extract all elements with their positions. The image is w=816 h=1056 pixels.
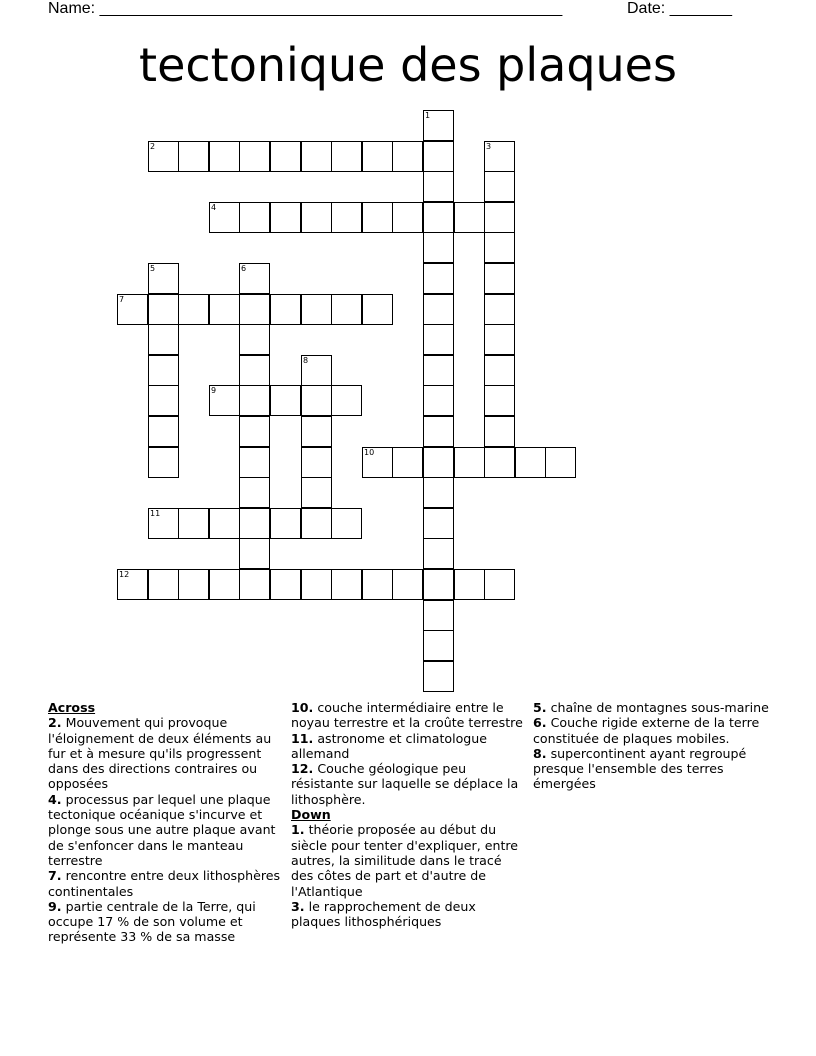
grid-cell[interactable]	[148, 508, 179, 539]
grid-cell[interactable]	[239, 416, 270, 447]
clue-down-5: 5. chaîne de montagnes sous-marine	[533, 700, 769, 715]
grid-cell[interactable]	[423, 110, 454, 141]
grid-cell[interactable]	[331, 141, 362, 172]
page-title: tectonique des plaques	[139, 38, 677, 92]
grid-cell[interactable]	[423, 508, 454, 539]
grid-cell[interactable]	[239, 538, 270, 569]
grid-cell[interactable]	[454, 447, 485, 478]
grid-cell[interactable]	[392, 141, 423, 172]
clue-down-1: 1. théorie proposée au début du siècle pour tenter d'expliquer, entre autres, la similitude dans le tracé des côtes de part et d'autre de l'Atlantique	[291, 822, 519, 899]
grid-cell[interactable]	[148, 416, 179, 447]
grid-cell[interactable]	[423, 202, 454, 233]
grid-cell[interactable]	[331, 508, 362, 539]
grid-cell[interactable]	[423, 569, 454, 600]
grid-cell[interactable]	[178, 141, 209, 172]
grid-cell[interactable]	[423, 263, 454, 294]
grid-cell[interactable]	[331, 294, 362, 325]
grid-cell[interactable]	[239, 324, 270, 355]
grid-cell[interactable]	[484, 324, 515, 355]
grid-cell[interactable]	[239, 385, 270, 416]
grid-cell[interactable]	[239, 355, 270, 386]
grid-cell[interactable]	[301, 202, 332, 233]
clue-number: 9	[211, 386, 217, 395]
grid-cell[interactable]	[423, 538, 454, 569]
across-heading: Across	[48, 700, 96, 715]
grid-cell[interactable]	[209, 141, 240, 172]
grid-cell[interactable]	[239, 569, 270, 600]
grid-cell[interactable]	[484, 263, 515, 294]
clue-number: 2	[150, 142, 156, 151]
grid-cell[interactable]	[301, 569, 332, 600]
grid-cell[interactable]	[423, 661, 454, 692]
grid-cell[interactable]	[148, 569, 179, 600]
grid-cell[interactable]	[178, 508, 209, 539]
grid-cell[interactable]	[270, 294, 301, 325]
grid-cell[interactable]	[209, 385, 240, 416]
grid-cell[interactable]	[454, 202, 485, 233]
grid-cell[interactable]	[423, 232, 454, 263]
clue-down-8: 8. supercontinent ayant regroupé presque l'ensemble des terres émergées	[533, 745, 747, 792]
grid-cell[interactable]	[270, 202, 301, 233]
grid-cell[interactable]	[484, 447, 515, 478]
clue-number: 3	[486, 142, 492, 151]
grid-cell[interactable]	[362, 447, 393, 478]
grid-cell[interactable]	[362, 141, 393, 172]
grid-cell[interactable]	[423, 294, 454, 325]
clue-number: 1	[425, 111, 431, 120]
grid-cell[interactable]	[362, 294, 393, 325]
grid-cell[interactable]	[423, 324, 454, 355]
grid-cell[interactable]	[423, 416, 454, 447]
grid-cell[interactable]	[484, 141, 515, 172]
clue-across-11: 11. astronome et climatologue allemand	[291, 730, 488, 761]
grid-cell[interactable]	[148, 385, 179, 416]
clue-number: 8	[303, 356, 309, 365]
grid-cell[interactable]	[117, 569, 148, 600]
grid-cell[interactable]	[331, 385, 362, 416]
grid-cell[interactable]	[362, 202, 393, 233]
grid-cell[interactable]	[239, 508, 270, 539]
grid-cell[interactable]	[270, 141, 301, 172]
grid-cell[interactable]	[484, 569, 515, 600]
clues-column-1	[48, 700, 284, 945]
grid-cell[interactable]	[148, 447, 179, 478]
grid-cell[interactable]	[239, 447, 270, 478]
grid-cell[interactable]	[423, 600, 454, 631]
grid-cell[interactable]	[117, 294, 148, 325]
grid-cell[interactable]	[423, 477, 454, 508]
down-heading: Down	[291, 807, 331, 823]
clue-across-2: 2. Mouvement qui provoque l'éloignement de deux éléments au fur et à mesure qu'ils progressent dans des directions contraires ou opposées	[48, 715, 272, 792]
clues-column-3	[533, 700, 769, 792]
grid-cell[interactable]	[148, 355, 179, 386]
grid-cell[interactable]	[484, 232, 515, 263]
grid-cell[interactable]	[484, 416, 515, 447]
clue-number: 12	[119, 570, 130, 579]
grid-cell[interactable]	[423, 141, 454, 172]
clue-number: 10	[364, 448, 375, 457]
clues-column-2	[291, 700, 527, 929]
grid-cell[interactable]	[301, 416, 332, 447]
grid-cell[interactable]	[148, 263, 179, 294]
date-field[interactable]: Date: _______	[627, 0, 732, 17]
grid-cell[interactable]	[545, 447, 576, 478]
grid-cell[interactable]	[515, 447, 546, 478]
grid-cell[interactable]	[178, 294, 209, 325]
grid-cell[interactable]	[484, 171, 515, 202]
grid-cell[interactable]	[423, 385, 454, 416]
grid-cell[interactable]	[301, 294, 332, 325]
clue-number: 5	[150, 264, 156, 273]
grid-cell[interactable]	[331, 569, 362, 600]
grid-cell[interactable]	[209, 508, 240, 539]
grid-cell[interactable]	[239, 202, 270, 233]
grid-cell[interactable]	[484, 385, 515, 416]
clue-across-9: 9. partie centrale de la Terre, qui occupe 17 % de son volume et représente 33 % de sa masse	[48, 898, 256, 945]
grid-cell[interactable]	[301, 508, 332, 539]
grid-cell[interactable]	[239, 141, 270, 172]
grid-cell[interactable]	[239, 294, 270, 325]
grid-cell[interactable]	[209, 294, 240, 325]
clue-number: 4	[211, 203, 217, 212]
clue-number: 6	[241, 264, 247, 273]
grid-cell[interactable]	[484, 202, 515, 233]
clue-down-3: 3. le rapprochement de deux plaques lithosphériques	[291, 898, 476, 930]
grid-cell[interactable]	[270, 569, 301, 600]
grid-cell[interactable]	[148, 141, 179, 172]
clue-number: 11	[150, 509, 161, 518]
grid-cell[interactable]	[484, 355, 515, 386]
grid-cell[interactable]	[209, 202, 240, 233]
clue-down-6: 6. Couche rigide externe de la terre constituée de plaques mobiles.	[533, 715, 760, 746]
clue-across-12: 12. Couche géologique peu résistante sur laquelle se déplace la lithosphère.	[291, 761, 519, 807]
grid-cell[interactable]	[270, 385, 301, 416]
grid-cell[interactable]	[423, 447, 454, 478]
grid-cell[interactable]	[331, 202, 362, 233]
clue-across-10: 10. couche intermédiaire entre le noyau terrestre et la croûte terrestre	[291, 700, 523, 731]
clue-across-7: 7. rencontre entre deux lithosphères continentales	[48, 868, 281, 899]
grid-cell[interactable]	[392, 569, 423, 600]
grid-cell[interactable]	[301, 385, 332, 416]
grid-cell[interactable]	[301, 355, 332, 386]
grid-cell[interactable]	[423, 355, 454, 386]
grid-cell[interactable]	[392, 447, 423, 478]
clue-across-4: 4. processus par lequel une plaque tectonique océanique s'incurve et plonge sous une autre plaque avant de s'enfoncer dans le manteau terrestre	[48, 791, 276, 868]
grid-cell[interactable]	[270, 508, 301, 539]
grid-cell[interactable]	[239, 477, 270, 508]
grid-cell[interactable]	[148, 294, 179, 325]
grid-cell[interactable]	[392, 202, 423, 233]
grid-cell[interactable]	[178, 569, 209, 600]
name-field[interactable]: Name: ____________________________________________________	[48, 0, 563, 17]
clue-number: 7	[119, 295, 125, 304]
grid-cell[interactable]	[423, 171, 454, 202]
grid-cell[interactable]	[454, 569, 485, 600]
grid-cell[interactable]	[423, 630, 454, 661]
grid-cell[interactable]	[362, 569, 393, 600]
grid-cell[interactable]	[239, 263, 270, 294]
grid-cell[interactable]	[148, 324, 179, 355]
grid-cell[interactable]	[301, 477, 332, 508]
grid-cell[interactable]	[209, 569, 240, 600]
grid-cell[interactable]	[484, 294, 515, 325]
grid-cell[interactable]	[301, 141, 332, 172]
grid-cell[interactable]	[301, 447, 332, 478]
